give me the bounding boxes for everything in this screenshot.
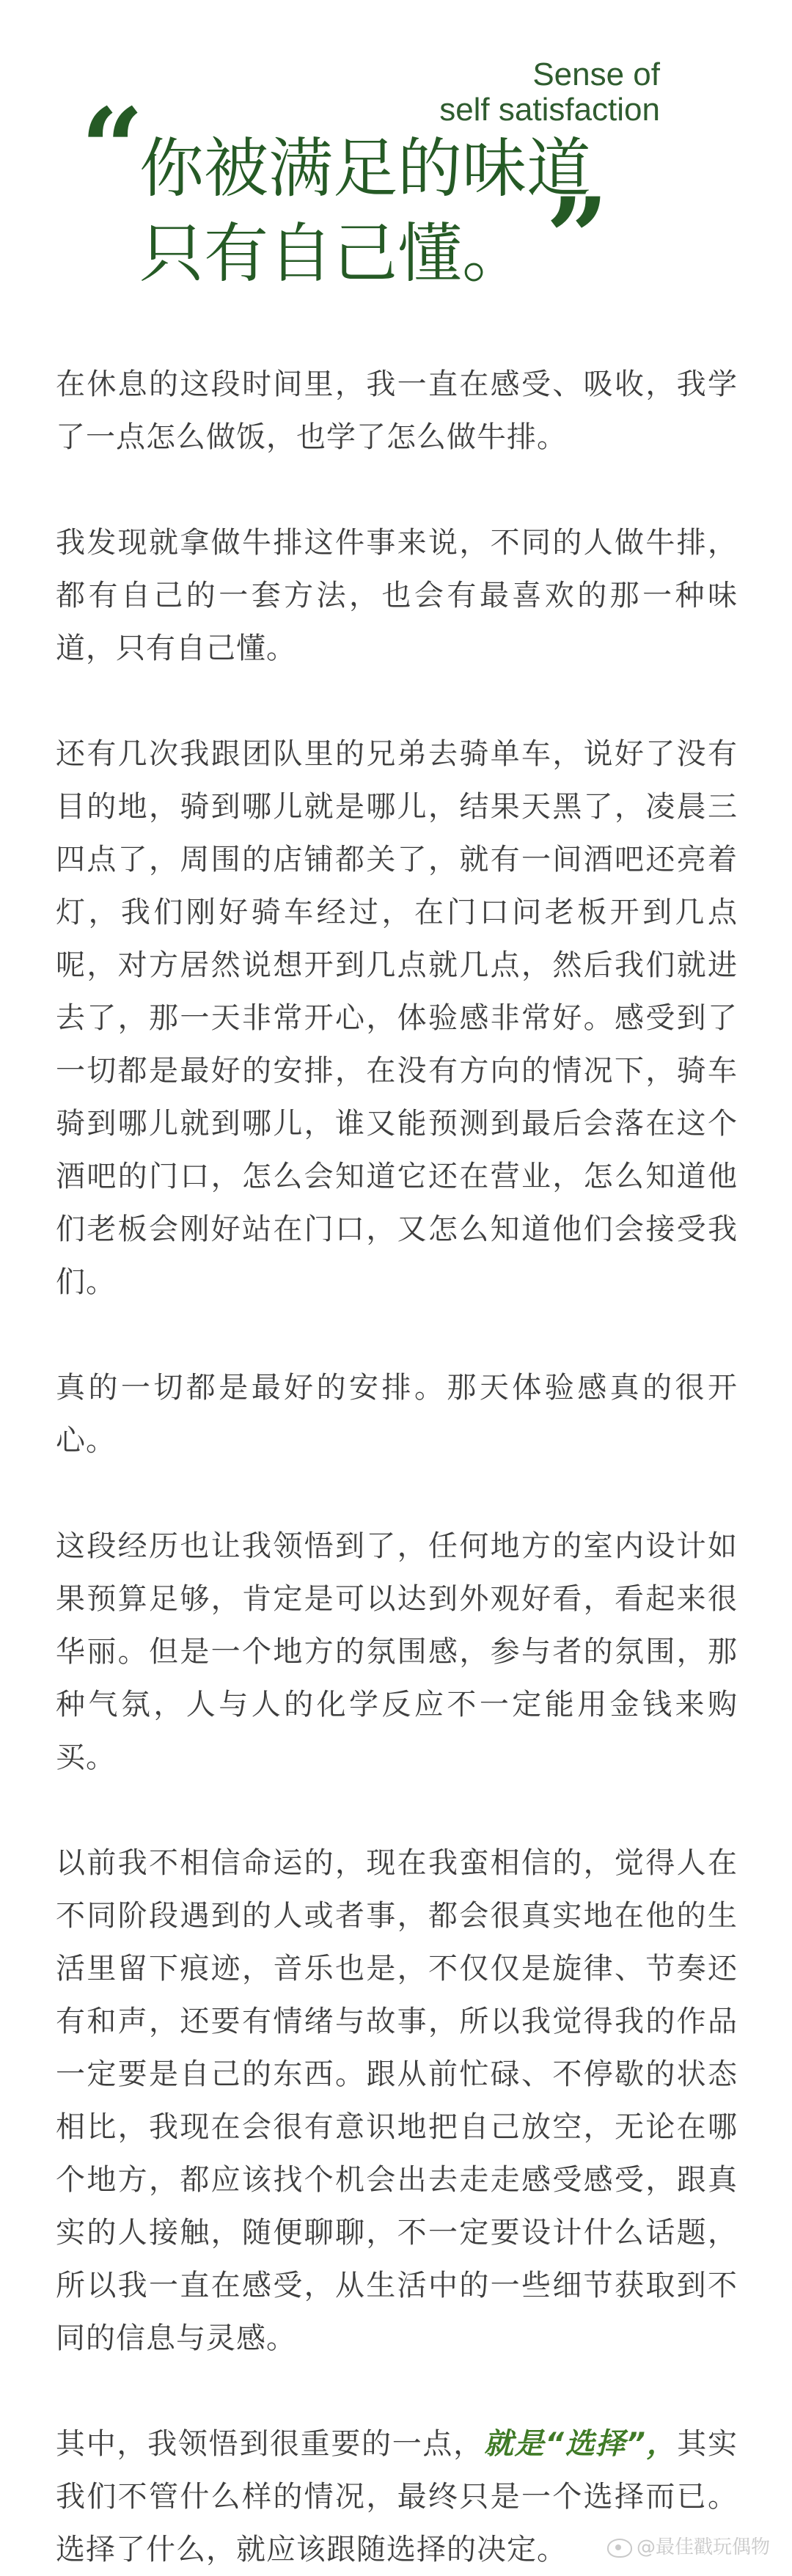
- paragraph-7-start: 其中，我领悟到很重要的一点，: [56, 2427, 484, 2461]
- article-body: [56, 358, 738, 2576]
- subtitle-english: [439, 57, 660, 128]
- title-line-2: 只有自己懂。: [139, 216, 527, 291]
- paragraph-5: 这段经历也让我领悟到了，任何地方的室内设计如果预算足够，肯定是可以达到外观好看，看起来很华丽。但是一个地方的氛围感，参与者的氛围，那种气氛，人与人的化学反应不一定能用金钱来购买。: [56, 1529, 738, 1774]
- watermark-text: @最佳戳玩偶物: [636, 2536, 770, 2558]
- subtitle-line-2: self satisfaction: [439, 92, 660, 128]
- title-line-1: 你被满足的味道: [139, 131, 592, 206]
- paragraph-1: 在休息的这段时间里，我一直在感受、吸收，我学了一点怎么做饭，也学了怎么做牛排。: [56, 367, 738, 454]
- paragraph-7-end: 其实我们不管什么样的情况，最终只是一个选择而已。选择了什么，就应该跟随选择的决定。: [56, 2427, 738, 2566]
- paragraph-4: 真的一切都是最好的安排。那天体验感真的很开心。: [56, 1371, 738, 1457]
- paragraph-2: 我发现就拿做牛排这件事来说，不同的人做牛排，都有自己的一套方法，也会有最喜欢的那一种味道，只有自己懂。: [56, 526, 738, 665]
- header: [0, 0, 792, 303]
- paragraph-3: 还有几次我跟团队里的兄弟去骑单车，说好了没有目的地，骑到哪儿就是哪儿，结果天黑了，凌晨三四点了，周围的店铺都关了，就有一间酒吧还亮着灯，我们刚好骑车经过，在门口问老板开到几点呢，对方居然说想开到几点就几点，然后我们就进去了，那一天非常开心，体验感非常好。感受到了一切都是最好的安排，在没有方向的情况下，骑车骑到哪儿就到哪儿，谁又能预测到最后会落在这个酒吧的门口，怎么会知道它还在营业，怎么知道他们老板会刚好站在门口，又怎么知道他们会接受我们。: [56, 737, 738, 1299]
- subtitle-line-1: Sense of: [532, 56, 660, 92]
- paragraph-6: 以前我不相信命运的，现在我蛮相信的，觉得人在不同阶段遇到的人或者事，都会很真实地在他的生活里留下痕迹，音乐也是，不仅仅是旋律、节奏还有和声，还要有情绪与故事，所以我觉得我的作品一定要是自己的东西。跟从前忙碌、不停歇的状态相比，我现在会很有意识地把自己放空，无论在哪个地方，都应该找个机会出去走走感受感受，跟真实的人接触，随便聊聊，不一定要设计什么话题，所以我一直在感受，从生活中的一些细节获取到不同的信息与灵感。: [56, 1846, 738, 2355]
- page-title: [139, 126, 591, 296]
- watermark: [607, 2532, 770, 2559]
- highlight-choice: 就是“选择”，: [483, 2427, 678, 2461]
- weibo-icon: [607, 2539, 632, 2558]
- close-quote-mark: ”: [546, 174, 609, 303]
- open-quote-mark: “: [81, 84, 144, 213]
